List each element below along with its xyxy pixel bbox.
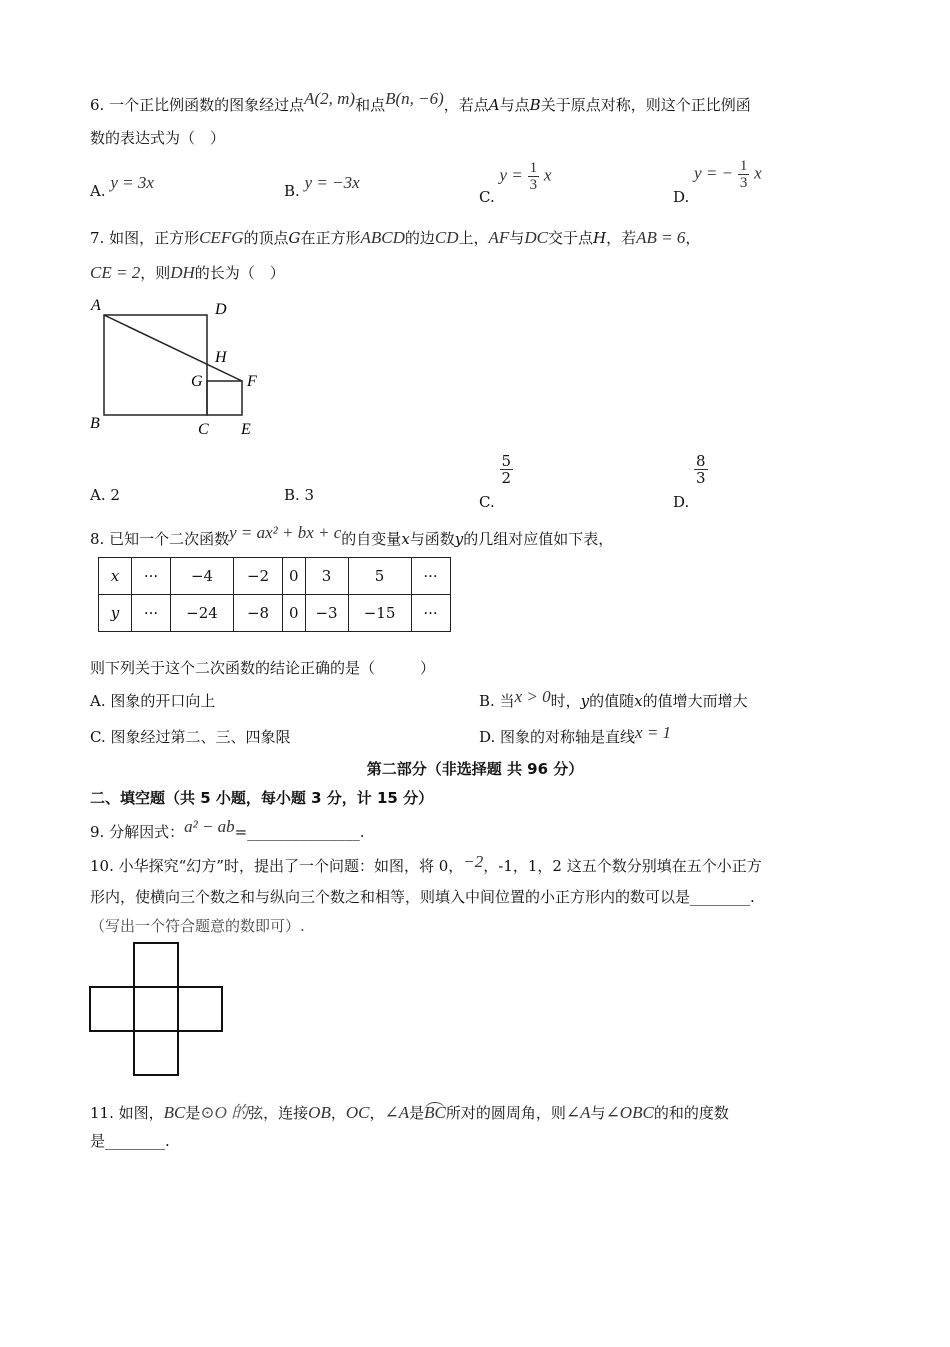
- label-a: A: [91, 297, 101, 314]
- q6-option-c[interactable]: [479, 160, 552, 206]
- q8-option-d[interactable]: [479, 723, 672, 747]
- q9-blank: =_______________.: [234, 823, 365, 841]
- section2-heading: 二、填空题（共 5 小题，每小题 3 分，计 15 分）: [90, 789, 434, 807]
- part2-heading: 第二部分（非选择题 共 96 分）: [366, 760, 584, 778]
- q11-text: 11. 如图，: [90, 1104, 164, 1122]
- table-cell: −15: [348, 595, 411, 632]
- q6-text: 关于原点对称，则这个正比例函: [540, 96, 751, 114]
- quadratic-function: y = ax² + bx + c: [229, 523, 342, 542]
- q11-text: ，: [369, 1104, 385, 1122]
- point-b-expr: B(n, −6): [385, 89, 444, 108]
- q10-line2: 形内，使横向三个数之和与纵向三个数之和相等，则填入中间位置的小正方形内的数可以是________.: [90, 888, 755, 906]
- q9-line: [90, 817, 365, 842]
- label-b: B: [90, 415, 100, 432]
- neg-two: −2: [463, 852, 484, 871]
- line-af: [104, 315, 242, 381]
- q7-option-c[interactable]: [479, 452, 513, 511]
- grid-cell-center: [134, 987, 178, 1031]
- option-label: D.: [673, 187, 690, 206]
- q8-option-a[interactable]: A. 图象的开口向上: [90, 692, 216, 710]
- var-a: A: [488, 96, 500, 114]
- var-b: B: [529, 96, 541, 114]
- fraction: [694, 453, 708, 486]
- q8-text: 与函数: [409, 530, 455, 548]
- square-cefg: CEFG: [199, 228, 244, 247]
- q6-text: 6. 一个正比例函数的图象经过点: [90, 96, 305, 114]
- option-label: C.: [479, 492, 495, 511]
- table-cell: −3: [305, 595, 348, 632]
- label-h: H: [215, 349, 227, 366]
- q11-text: 所对的圆周角，则: [445, 1104, 566, 1122]
- table-cell: ···: [411, 595, 450, 632]
- var-x: x: [401, 530, 410, 548]
- grid-cell-left: [90, 987, 134, 1031]
- var-g: G: [288, 229, 301, 247]
- option-expr: y =: [499, 165, 523, 185]
- q7-text: 的长为（ ）: [194, 264, 285, 282]
- option-label: A.: [90, 182, 106, 200]
- grid-cell-bottom: [134, 1031, 178, 1075]
- q6-option-a[interactable]: [90, 173, 154, 201]
- label-d: D: [215, 301, 227, 318]
- fraction: [738, 158, 750, 191]
- q6-option-b[interactable]: [284, 173, 360, 201]
- option-expr: x = 1: [635, 723, 672, 742]
- q7-option-d[interactable]: [673, 452, 708, 511]
- q8-question: 则下列关于这个二次函数的结论正确的是（ ）: [90, 659, 436, 677]
- q7-text: 在正方形: [300, 229, 361, 247]
- q7-line2: [90, 262, 285, 283]
- label-g: G: [191, 373, 203, 390]
- q8-text: 的几组对应值如下表，: [463, 530, 614, 548]
- q11-text: 弦，连接: [248, 1104, 309, 1122]
- option-expr: x: [754, 163, 762, 183]
- option-expr: x > 0: [514, 687, 551, 706]
- q10-line3: （写出一个符合题意的数即可）.: [90, 917, 305, 935]
- value-table: [98, 557, 451, 632]
- q11-text: 是: [409, 1104, 425, 1122]
- table-cell: 0: [283, 595, 306, 632]
- var-h: H: [592, 229, 607, 247]
- segment-dc: DC: [524, 228, 548, 247]
- var-y: y: [580, 692, 590, 710]
- q6-line2: 数的表达式为（ ）: [90, 129, 226, 147]
- q6-line1: [90, 89, 751, 115]
- q10-line1: [90, 852, 762, 876]
- option-text: D. 图象的对称轴是直线: [479, 728, 636, 746]
- segment-dh: DH: [170, 263, 195, 282]
- q10-text: ，-1，1，2 这五个数分别填在五个小正方: [483, 857, 762, 875]
- q7-option-a[interactable]: A. 2: [90, 486, 120, 504]
- q8-line1: [90, 523, 614, 549]
- table-row: [99, 558, 451, 595]
- table-cell: −2: [234, 558, 283, 595]
- table-cell: y: [99, 595, 132, 632]
- q10-text: 10. 小华探究“幻方”时，提出了一个问题：如图，将 0，: [90, 857, 464, 875]
- segment-oc: OC: [345, 1103, 370, 1122]
- option-text: 的值随: [589, 692, 635, 710]
- segment-cd: CD: [434, 228, 459, 247]
- q7-text: 上，: [458, 229, 489, 247]
- option-text: 时，: [550, 692, 581, 710]
- numerator: 5: [501, 452, 512, 470]
- option-expr: y = −: [694, 163, 734, 183]
- q9-text: 9. 分解因式：: [90, 823, 185, 841]
- q7-option-b[interactable]: B. 3: [284, 486, 315, 504]
- denominator: 2: [501, 469, 512, 487]
- q6-text: 和点: [355, 96, 386, 114]
- option-text: 的值增大而增大: [642, 692, 748, 710]
- table-cell: 3: [305, 558, 348, 595]
- ce-equals: CE = 2: [90, 263, 141, 282]
- square-abcd-shape: [104, 315, 207, 415]
- option-expr: x: [543, 165, 552, 185]
- q11-text: 是: [185, 1104, 201, 1122]
- q8-text: 8. 已知一个二次函数: [90, 530, 230, 548]
- angle-obc: ∠OBC: [605, 1103, 654, 1122]
- q11-line1: [90, 1098, 729, 1123]
- q6-text: 与点: [499, 96, 530, 114]
- table-cell: 5: [348, 558, 411, 595]
- segment-ob: OB: [308, 1103, 331, 1122]
- segment-af: AF: [488, 228, 510, 247]
- q7-text: ，: [685, 229, 701, 247]
- table-cell: ···: [132, 558, 171, 595]
- table-cell: x: [99, 558, 132, 595]
- angle-a: ∠A: [565, 1103, 591, 1122]
- chord-bc: BC: [163, 1103, 186, 1122]
- q6-text: ，若点: [443, 96, 489, 114]
- option-expr: y = 3x: [110, 173, 154, 192]
- table-cell: 0: [283, 558, 306, 595]
- q7-text: ，则: [140, 264, 171, 282]
- arc-bc: BC: [424, 1103, 446, 1122]
- q7-text: ，若: [606, 229, 637, 247]
- var-x: x: [634, 692, 643, 710]
- q11-text: 的和的度数: [653, 1104, 729, 1122]
- table-cell: ···: [132, 595, 171, 632]
- option-label: B.: [284, 182, 300, 200]
- q7-text: 与: [509, 229, 525, 247]
- point-a-expr: A(2, m): [304, 89, 356, 108]
- table-row: [99, 595, 451, 632]
- circle-o: ⊙O 的: [200, 1103, 249, 1122]
- ab-equals: AB = 6: [636, 228, 686, 247]
- label-f: F: [247, 373, 257, 390]
- q7-line1: [90, 227, 700, 248]
- denominator: 3: [529, 177, 538, 193]
- denominator: 3: [739, 175, 748, 191]
- square-cefg-shape: [207, 381, 242, 415]
- q7-text: 交于点: [547, 229, 593, 247]
- cross-grid-figure: [88, 941, 228, 1077]
- numerator: 1: [739, 158, 748, 174]
- table-cell: −8: [234, 595, 283, 632]
- q11-text: ，: [330, 1104, 346, 1122]
- q8-text: 的自变量: [341, 530, 402, 548]
- q7-figure: [85, 292, 275, 442]
- table-cell: ···: [411, 558, 450, 595]
- numerator: 8: [696, 452, 706, 470]
- q7-text: 的顶点: [243, 229, 289, 247]
- fraction: [500, 453, 514, 486]
- table-cell: −4: [171, 558, 234, 595]
- q8-option-c[interactable]: C. 图象经过第二、三、四象限: [90, 728, 291, 746]
- var-y: y: [454, 530, 464, 548]
- table-cell: −24: [171, 595, 234, 632]
- label-c: C: [198, 421, 209, 438]
- square-abcd: ABCD: [360, 228, 405, 247]
- option-text: B. 当: [479, 692, 515, 710]
- denominator: 3: [696, 469, 706, 487]
- option-label: C.: [479, 187, 495, 206]
- grid-cell-top: [134, 943, 178, 987]
- numerator: 1: [529, 160, 538, 176]
- q9-expr: a² − ab: [184, 817, 235, 836]
- fraction: [528, 160, 540, 193]
- angle-a: ∠A: [384, 1103, 410, 1122]
- label-e: E: [241, 421, 251, 438]
- q6-option-d[interactable]: [673, 158, 762, 206]
- grid-cell-right: [178, 987, 222, 1031]
- q11-text: 与: [590, 1104, 606, 1122]
- q7-text: 7. 如图，正方形: [90, 229, 200, 247]
- option-expr: y = −3x: [304, 173, 360, 192]
- q8-option-b[interactable]: [479, 687, 748, 711]
- q11-line2: 是________.: [90, 1132, 170, 1150]
- option-label: D.: [673, 492, 690, 511]
- q7-text: 的边: [404, 229, 435, 247]
